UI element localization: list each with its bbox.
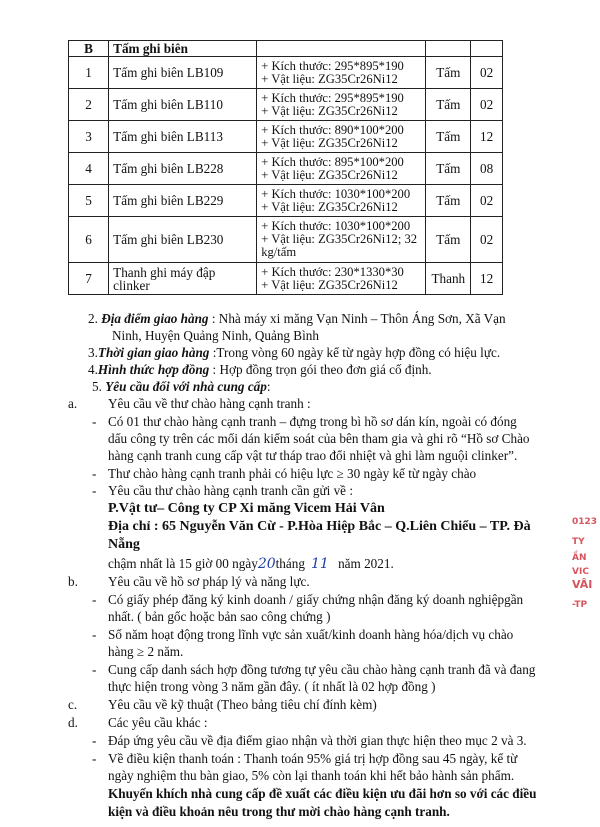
- recipient-address-line1: Địa chỉ : 65 Nguyễn Văn Cừ - P.Hòa Hiệp Bắc – Q.Liên Chiểu – TP. Đà: [108, 519, 531, 534]
- row-unit: Thanh: [426, 263, 471, 295]
- b-bullet2-line1: Số năm hoạt động trong lĩnh vực sản xuất/kinh doanh hàng hóa/dịch vụ chào: [108, 627, 514, 642]
- row-unit: Tấm: [426, 89, 471, 121]
- stamp-text: VÂI: [572, 578, 593, 591]
- row-no: 6: [69, 217, 109, 263]
- section-label: Hình thức hợp đồng: [97, 362, 210, 377]
- bullet-dash: -: [92, 466, 97, 481]
- b-bullet3-line2: thực hiện trong vòng 3 năm gần đây. ( ít nhất là 02 hợp đồng ): [108, 679, 436, 694]
- spec-material: + Vật liệu: ZG35Cr26Ni12: [261, 199, 398, 214]
- b-bullet1-line2: nhất. ( bản gốc hoặc bản sao công chứng ): [108, 609, 331, 624]
- b-bullet1-line1: Có giấy phép đăng ký kinh doanh / giấy chứng nhận đăng ký doanh nghiệpgần: [108, 592, 524, 607]
- b-bullet3-line1: Cung cấp danh sách hợp đồng tương tự yêu cầu chào hàng cạnh tranh đã và đang: [108, 662, 536, 677]
- a-bullet1-line2: dấu công ty trên các mối dán kiểm soát của bên tham gia và ghi rõ “Hồ sơ Chào: [108, 431, 530, 446]
- bullet-dash: -: [92, 592, 97, 607]
- d-bullet2-line1: Về điều kiện thanh toán : Thanh toán 95% giá trị hợp đồng sau 45 ngày, kể từ: [108, 751, 518, 766]
- row-name: Tấm ghi biên LB113: [109, 121, 257, 153]
- item-mark-b: b.: [68, 574, 78, 589]
- header-qty: [471, 41, 503, 57]
- bullet-dash: -: [92, 751, 97, 766]
- row-qty: 12: [471, 263, 503, 295]
- table-row: [69, 57, 503, 89]
- section-number: 2.: [88, 311, 102, 326]
- recipient-address-line2: Nẵng: [108, 537, 140, 552]
- bullet-dash: -: [92, 733, 97, 748]
- section-label: Địa điểm giao hàng: [101, 311, 209, 326]
- bullet-dash: -: [92, 627, 97, 642]
- spec-size: + Kích thước: 895*100*200: [261, 154, 404, 169]
- section-contract-form: [88, 362, 432, 378]
- spec-size: + Kích thước: 295*895*190: [261, 58, 404, 73]
- row-name: Tấm ghi biên LB228: [109, 153, 257, 185]
- row-unit: Tấm: [426, 185, 471, 217]
- row-spec: [257, 57, 426, 89]
- item-c-title: Yêu cầu về kỹ thuật (Theo bảng tiêu chí đính kèm): [108, 697, 377, 712]
- section-delivery-time: [88, 345, 500, 361]
- item-mark-a: a.: [68, 396, 78, 411]
- bullet-dash: -: [92, 483, 97, 498]
- header-name: Tấm ghi biên: [109, 41, 257, 57]
- table-row: [69, 89, 503, 121]
- item-mark-d: d.: [68, 715, 78, 730]
- row-qty: 02: [471, 185, 503, 217]
- row-name: Tấm ghi biên LB110: [109, 89, 257, 121]
- row-unit: Tấm: [426, 57, 471, 89]
- bullet-dash: -: [92, 662, 97, 677]
- spec-material: + Vật liệu: ZG35Cr26Ni12: [261, 103, 398, 118]
- a-bullet3: Yêu cầu thư chào hàng cạnh tranh cần gửi về :: [108, 483, 353, 498]
- row-name: Thanh ghi máy đập clinker: [109, 263, 257, 295]
- spec-material: + Vật liệu: ZG35Cr26Ni12: [261, 71, 398, 86]
- section-text: :Trong vòng 60 ngày kể từ ngày hợp đồng có hiệu lực.: [209, 345, 501, 360]
- spec-material: + Vật liệu: ZG35Cr26Ni12: [261, 167, 398, 182]
- row-no: 3: [69, 121, 109, 153]
- spec-size: + Kích thước: 295*895*190: [261, 90, 404, 105]
- spec-material: + Vật liệu: ZG35Cr26Ni12: [261, 277, 398, 292]
- spec-material: + Vật liệu: ZG35Cr26Ni12: [261, 135, 398, 150]
- section-label: Thời gian giao hàng: [97, 345, 210, 360]
- deadline-prefix: chậm nhất là 15 giờ 00 ngày: [108, 556, 258, 571]
- section-supplier-requirements: [92, 379, 271, 395]
- row-unit: Tấm: [426, 153, 471, 185]
- a-bullet1-line1: Có 01 thư chào hàng cạnh tranh – đựng trong bì hồ sơ dán kín, ngoài có đóng: [108, 414, 517, 429]
- section-delivery-location: [88, 311, 506, 327]
- spec-material: + Vật liệu: ZG35Cr26Ni12; 32: [261, 232, 418, 246]
- row-qty: 02: [471, 57, 503, 89]
- row-unit: Tấm: [426, 121, 471, 153]
- row-no: 4: [69, 153, 109, 185]
- row-no: 2: [69, 89, 109, 121]
- row-no: 5: [69, 185, 109, 217]
- stamp-text: -TP: [572, 600, 588, 610]
- item-mark-c: c.: [68, 697, 78, 712]
- spec-size: + Kích thước: 230*1330*30: [261, 264, 404, 279]
- header-no: B: [69, 41, 109, 57]
- row-qty: 12: [471, 121, 503, 153]
- row-spec: [257, 89, 426, 121]
- spec-size: + Kích thước: 1030*100*200: [261, 186, 411, 201]
- row-unit: Tấm: [426, 217, 471, 263]
- table-row: [69, 185, 503, 217]
- row-spec: [257, 217, 426, 263]
- row-no: 7: [69, 263, 109, 295]
- table-row: [69, 153, 503, 185]
- stamp-text: TY: [572, 537, 585, 547]
- section-text: :: [266, 379, 271, 394]
- section-number: 5.: [92, 379, 106, 394]
- row-name: Tấm ghi biên LB229: [109, 185, 257, 217]
- stamp-text: VIC: [572, 567, 589, 577]
- table-row: [69, 263, 503, 295]
- row-qty: 08: [471, 153, 503, 185]
- section-number: 4.: [88, 362, 98, 377]
- item-d-title: Các yêu cầu khác :: [108, 715, 208, 730]
- item-b-title: Yêu cầu về hồ sơ pháp lý và năng lực.: [108, 574, 310, 589]
- d-bullet2-line2: ngày nghiệm thu bàn giao, 5% còn lại thanh toán khi hết bảo hành sản phẩm.: [108, 768, 515, 783]
- item-a-title: Yêu cầu về thư chào hàng cạnh tranh :: [108, 396, 311, 411]
- row-spec: [257, 121, 426, 153]
- d-bullet1: Đáp ứng yêu cầu về địa điểm giao nhận và thời gian thực hiện theo mục 2 và 3.: [108, 733, 527, 748]
- recipient-name: P.Vật tư– Công ty CP Xi măng Vicem Hải Vân: [108, 501, 385, 516]
- header-spec: [257, 41, 426, 57]
- spec-size: + Kích thước: 890*100*200: [261, 122, 404, 137]
- row-spec: [257, 153, 426, 185]
- deadline-day-handwritten: 20: [257, 556, 276, 572]
- deadline-year: năm 2021.: [334, 556, 394, 571]
- bullet-dash: -: [92, 414, 97, 429]
- stamp-text: ẦN: [572, 553, 587, 563]
- row-qty: 02: [471, 217, 503, 263]
- row-no: 1: [69, 57, 109, 89]
- table-row: [69, 217, 503, 263]
- deadline-month-label: tháng: [275, 556, 305, 571]
- row-name: Tấm ghi biên LB230: [109, 217, 257, 263]
- table-header-row: [69, 41, 503, 57]
- section-number: 3.: [88, 345, 98, 360]
- row-name: Tấm ghi biên LB109: [109, 57, 257, 89]
- encouragement-line1: Khuyến khích nhà cung cấp đề xuất các điều kiện ưu đãi hơn so với các điều: [108, 786, 537, 801]
- section-delivery-location-cont: Ninh, Huyện Quảng Ninh, Quảng Bình: [112, 328, 319, 343]
- a-bullet1-line3: hàng cạnh tranh cung cấp vật tư tháp trao đổi nhiệt và ghi làm nguội clinker”.: [108, 448, 518, 463]
- b-bullet2-line2: hàng ≥ 2 năm.: [108, 644, 184, 659]
- spec-weight: kg/tấm: [261, 245, 297, 259]
- items-table: [68, 40, 503, 295]
- section-text: : Nhà máy xi măng Vạn Ninh – Thôn Áng Sơn, Xã Vạn: [208, 311, 506, 326]
- table-row: [69, 121, 503, 153]
- stamp-text: 0123: [572, 517, 598, 527]
- section-text: : Hợp đồng trọn gói theo đơn giá cố định.: [209, 362, 432, 377]
- row-spec: [257, 185, 426, 217]
- header-unit: [426, 41, 471, 57]
- a-bullet2: Thư chào hàng cạnh tranh phải có hiệu lực ≥ 30 ngày kể từ ngày chào: [108, 466, 477, 481]
- section-label: Yêu cầu đối với nhà cung cấp: [105, 379, 267, 394]
- row-qty: 02: [471, 89, 503, 121]
- spec-size: + Kích thước: 1030*100*200: [261, 219, 411, 233]
- deadline-month-handwritten: 11: [310, 556, 329, 572]
- row-spec: [257, 263, 426, 295]
- encouragement-line2: kiện và điều khoản nêu trong thư mời chào hàng cạnh tranh.: [108, 804, 450, 819]
- deadline-line: [108, 556, 394, 572]
